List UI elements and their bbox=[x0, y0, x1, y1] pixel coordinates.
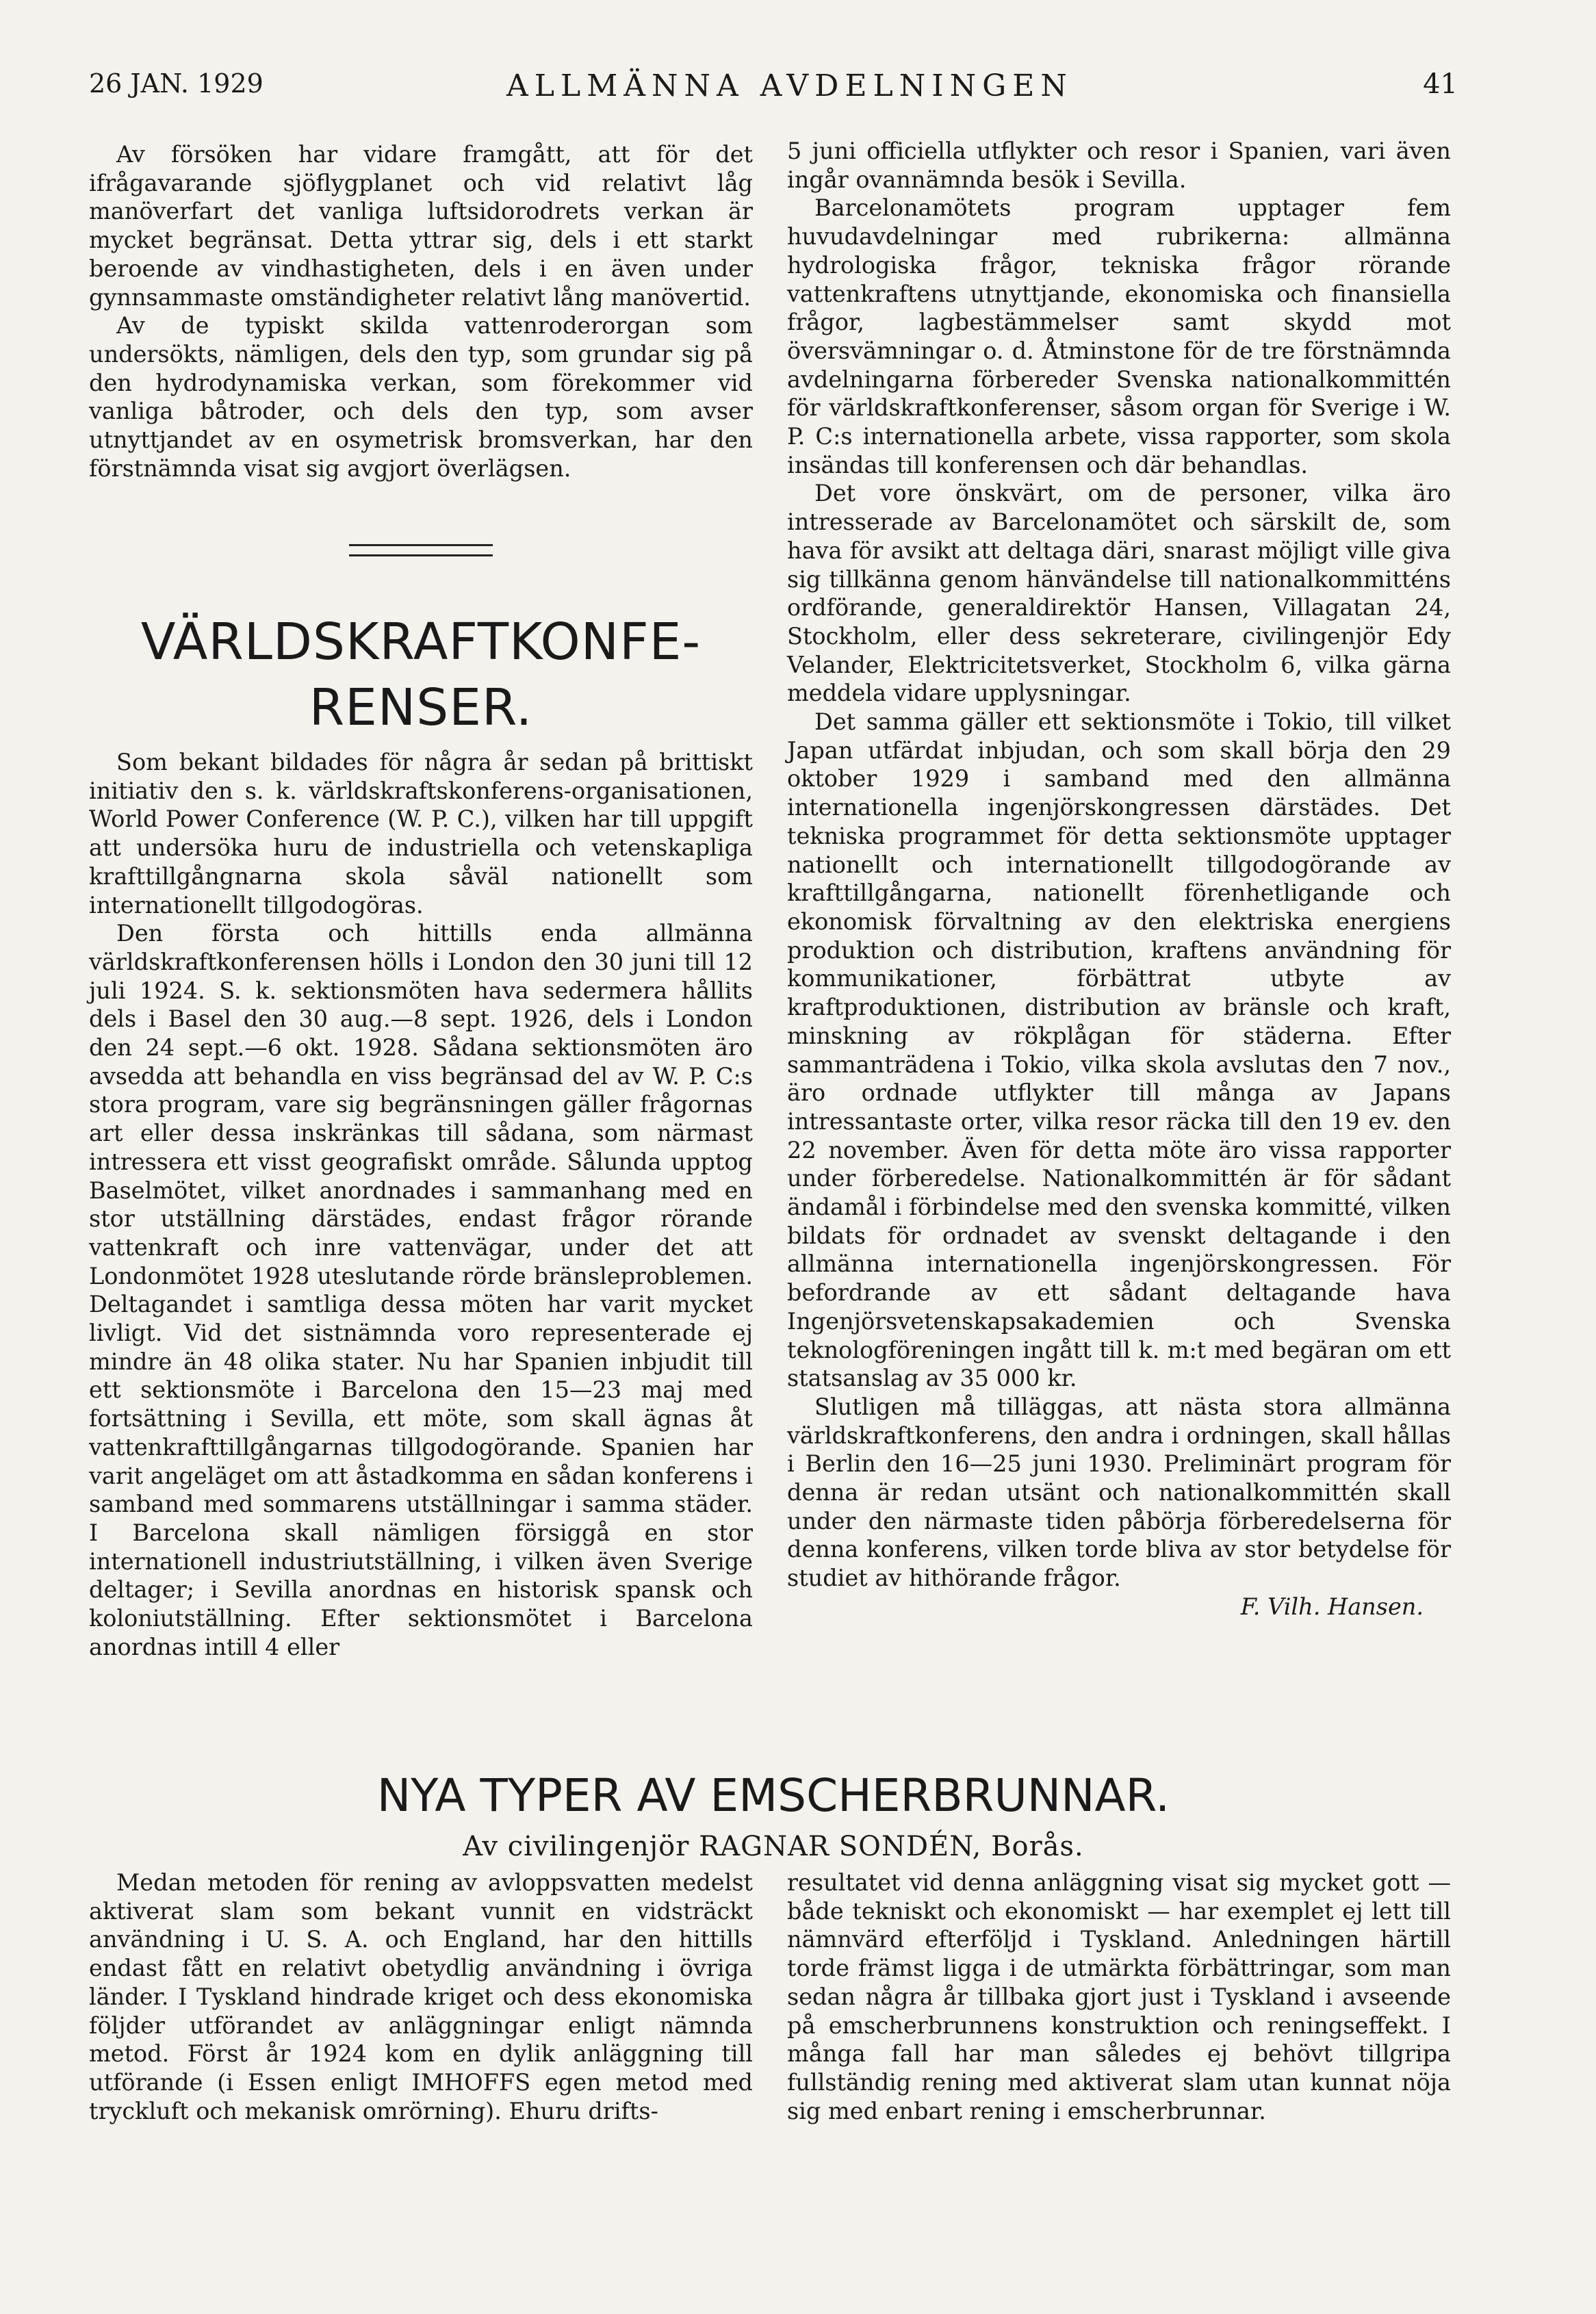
article2-byline: Av civilingenjör RAGNAR SONDÉN, Borås. bbox=[463, 1831, 1084, 1862]
article1-right-column bbox=[787, 137, 1451, 1621]
article-title: VÄRLDSKRAFTKONFE-RENSER. bbox=[140, 613, 702, 737]
paragraph: resultatet vid denna anläggning visat sig mycket gott — både tekniskt och ekonomiskt — har exemplet ej lett till nämnvärd efterföljd i Tyskland. Anledningen härtill torde främst ligga i de utmärkta förbättringar, som man sedan några år tillbaka gjort just i Tyskland i avseende på emscherbrunnens konstruktion och reningseffekt. I många fall har man således ej behövt tillgripa fullständig rening med aktiverat slam utan kunnat nöja sig med enbart rening i emscherbrunnar. bbox=[787, 1869, 1451, 2124]
paragraph: Det samma gäller ett sektionsmöte i Tokio, till vilket Japan utfärdat inbjudan, och som skall börja den 29 oktober 1929 i samband med den allmänna internationella ingenjörskongressen därstädes. Det tekniska programmet för detta sektionsmöte upptager nationellt och internationellt tillgodogörande av krafttillgångarna, nationellt förenhetligande och ekonomisk förvaltning av den elektriska energiens produktion och distribution, kraftens användning för kommunikationer, förbättrat utbyte av kraftproduktionen, distribution av bränsle och kraft, minskning av rökplågan för städerna. Efter sammanträdena i Tokio, vilka skola avslutas den 7 nov., äro ordnade utflykter till många av Japans intressantaste orter, vilka resor räcka till den 19 ev. den 22 november. Även för detta möte äro vissa rapporter under förberedelse. Nationalkommittén är för sådant ändamål i förbindelse med den svenska kommitté, vilken bildats för ordnadet av svenskt deltagande i den allmänna internationella ingenjörskongressen. För befordrande av ett sådant deltagande hava Ingenjörsvetenskapsakademien och Svenska teknologföreningen ingått till k. m:t med begäran om ett statsanslag av 35 000 kr. bbox=[787, 708, 1451, 1392]
left-column-top bbox=[89, 140, 753, 483]
paragraph: Som bekant bildades för några år sedan på brittiskt initiativ den s. k. världskraftskonferens-organisationen, World Power Conference (W. P. C.), vilken har till uppgift att undersöka huru de industriella och vetenskapliga krafttillgångnarna skola såväl nationellt som internationellt tillgodogöras. bbox=[89, 749, 753, 918]
page-number: 41 bbox=[1423, 68, 1458, 100]
article2-right-column bbox=[787, 1868, 1451, 2125]
paragraph: Det vore önskvärt, om de personer, vilka äro intresserade av Barcelonamötet och särskilt de, som hava för avsikt att deltaga däri, snarast möjligt ville giva sig tillkänna genom hänvändelse till nationalkommitténs ordförande, generaldirektör Hansen, Villagatan 24, Stockholm, eller dess sekreterare, civilingenjör Edy Velander, Elektricitetsverket, Stockholm 6, vilka gärna meddela vidare upplysningar. bbox=[787, 480, 1451, 707]
article2-left-column bbox=[89, 1868, 753, 2125]
paragraph: Slutligen må tilläggas, att nästa stora allmänna världskraftkonferens, den andra i ordningen, skall hållas i Berlin den 16—25 juni 1930. Preliminärt program för denna är redan utsänt och nationalkommittén skall under den närmaste tiden påbörja förberedelserna för denna konferens, vilken torde bliva av stor betydelse för studiet av hithörande frågor. bbox=[787, 1393, 1451, 1592]
paragraph: Av försöken har vidare framgått, att för det ifrågavarande sjöflygplanet och vid relativt låg manöverfart det vanliga luftsidorodrets verkan är mycket begränsat. Detta yttrar sig, dels i ett starkt beroende av vindhastigheten, dels i en även under gynnsammaste omständigheter relativt lång manövertid. bbox=[89, 141, 753, 311]
paragraph: 5 juni officiella utflykter och resor i Spanien, vari även ingår ovannämnda besök i Sevilla. bbox=[787, 138, 1451, 193]
issue-date: 26 JAN. 1929 bbox=[89, 68, 263, 99]
paragraph: Medan metoden för rening av avloppsvatten medelst aktiverat slam som bekant vunnit en vidsträckt användning i U. S. A. och England, har den hittills endast fått en relativt obetydlig användning i övriga länder. I Tyskland hindrade kriget och dess ekonomiska följder utförandet av anläggningar enligt nämnda metod. Först år 1924 kom en dylik anläggning till utförande (i Essen enligt IMHOFFS egen metod med tryckluft och mekanisk omrörning). Ehuru drifts- bbox=[89, 1869, 753, 2124]
section-title: ALLMÄNNA AVDELNINGEN bbox=[506, 68, 1073, 103]
author-signature: F. Vilh. Hansen. bbox=[1240, 1593, 1424, 1620]
paragraph: Barcelonamötets program upptager fem huvudavdelningar med rubrikerna: allmänna hydrologiska frågor, tekniska frågor rörande vattenkraftens utnyttjande, ekonomiska och finansiella frågor, lagbestämmelser samt skydd mot översvämningar o. d. Åtminstone för de tre förstnämnda avdelningarna förbereder Svenska nationalkommittén för världskraftkonferenser, såsom organ för Sverige i W. P. C:s internationella arbete, vissa rapporter, som skola insändas till konferensen och där behandlas. bbox=[787, 194, 1451, 478]
paragraph: Den första och hittills enda allmänna världskraftkonferensen hölls i London den 30 juni till 12 juli 1924. S. k. sektionsmöten hava sedermera hållits dels i Basel den 30 aug.—8 sept. 1926, dels i London den 24 sept.—6 okt. 1928. Sådana sektionsmöten äro avsedda att behandla en viss begränsad del av W. P. C:s stora program, vare sig begränsningen gäller frågornas art eller dessa inskränkas till sådana, som närmast intressera ett visst geografiskt område. Sålunda upptog Baselmötet, vilket anordnades i sammanhang med en stor utställning därstädes, endast frågor rörande vattenkraft och inre vattenvägar, under det att Londonmötet 1928 uteslutande rörde bränsleproblemen. Deltagandet i samtliga dessa möten har varit mycket livligt. Vid det sistnämnda voro representerade ej mindre än 48 olika stater. Nu har Spanien inbjudit till ett sektionsmöte i Barcelona den 15—23 maj med fortsättning i Sevilla, ett möte, som skall ägnas åt vattenkrafttillgångarnas tillgodogörande. Spanien har varit angeläget om att åstadkomma en sådan konferens i samband med sommarens utställningar i samma städer. I Barcelona skall nämligen försiggå en stor internationell industriutställning, i vilken även Sverige deltager; i Sevilla anordnas en historisk spansk och koloniutställning. Efter sektionsmötet i Barcelona anordnas intill 4 eller bbox=[89, 920, 753, 1660]
paragraph: Av de typiskt skilda vattenroderorgan som undersökts, nämligen, dels den typ, som grundar sig på den hydrodynamiska verkan, som förekommer vid vanliga båtroder, och dels den typ, som avser utnyttjandet av en osymetrisk bromsverkan, har den förstnämnda visat sig avgjort överlägsen. bbox=[89, 312, 753, 482]
article2-title: NYA TYPER AV EMSCHERBRUNNAR. bbox=[376, 1769, 1170, 1822]
page-header bbox=[89, 68, 1458, 110]
section-divider bbox=[349, 544, 493, 556]
article1-left-column bbox=[89, 748, 753, 1662]
